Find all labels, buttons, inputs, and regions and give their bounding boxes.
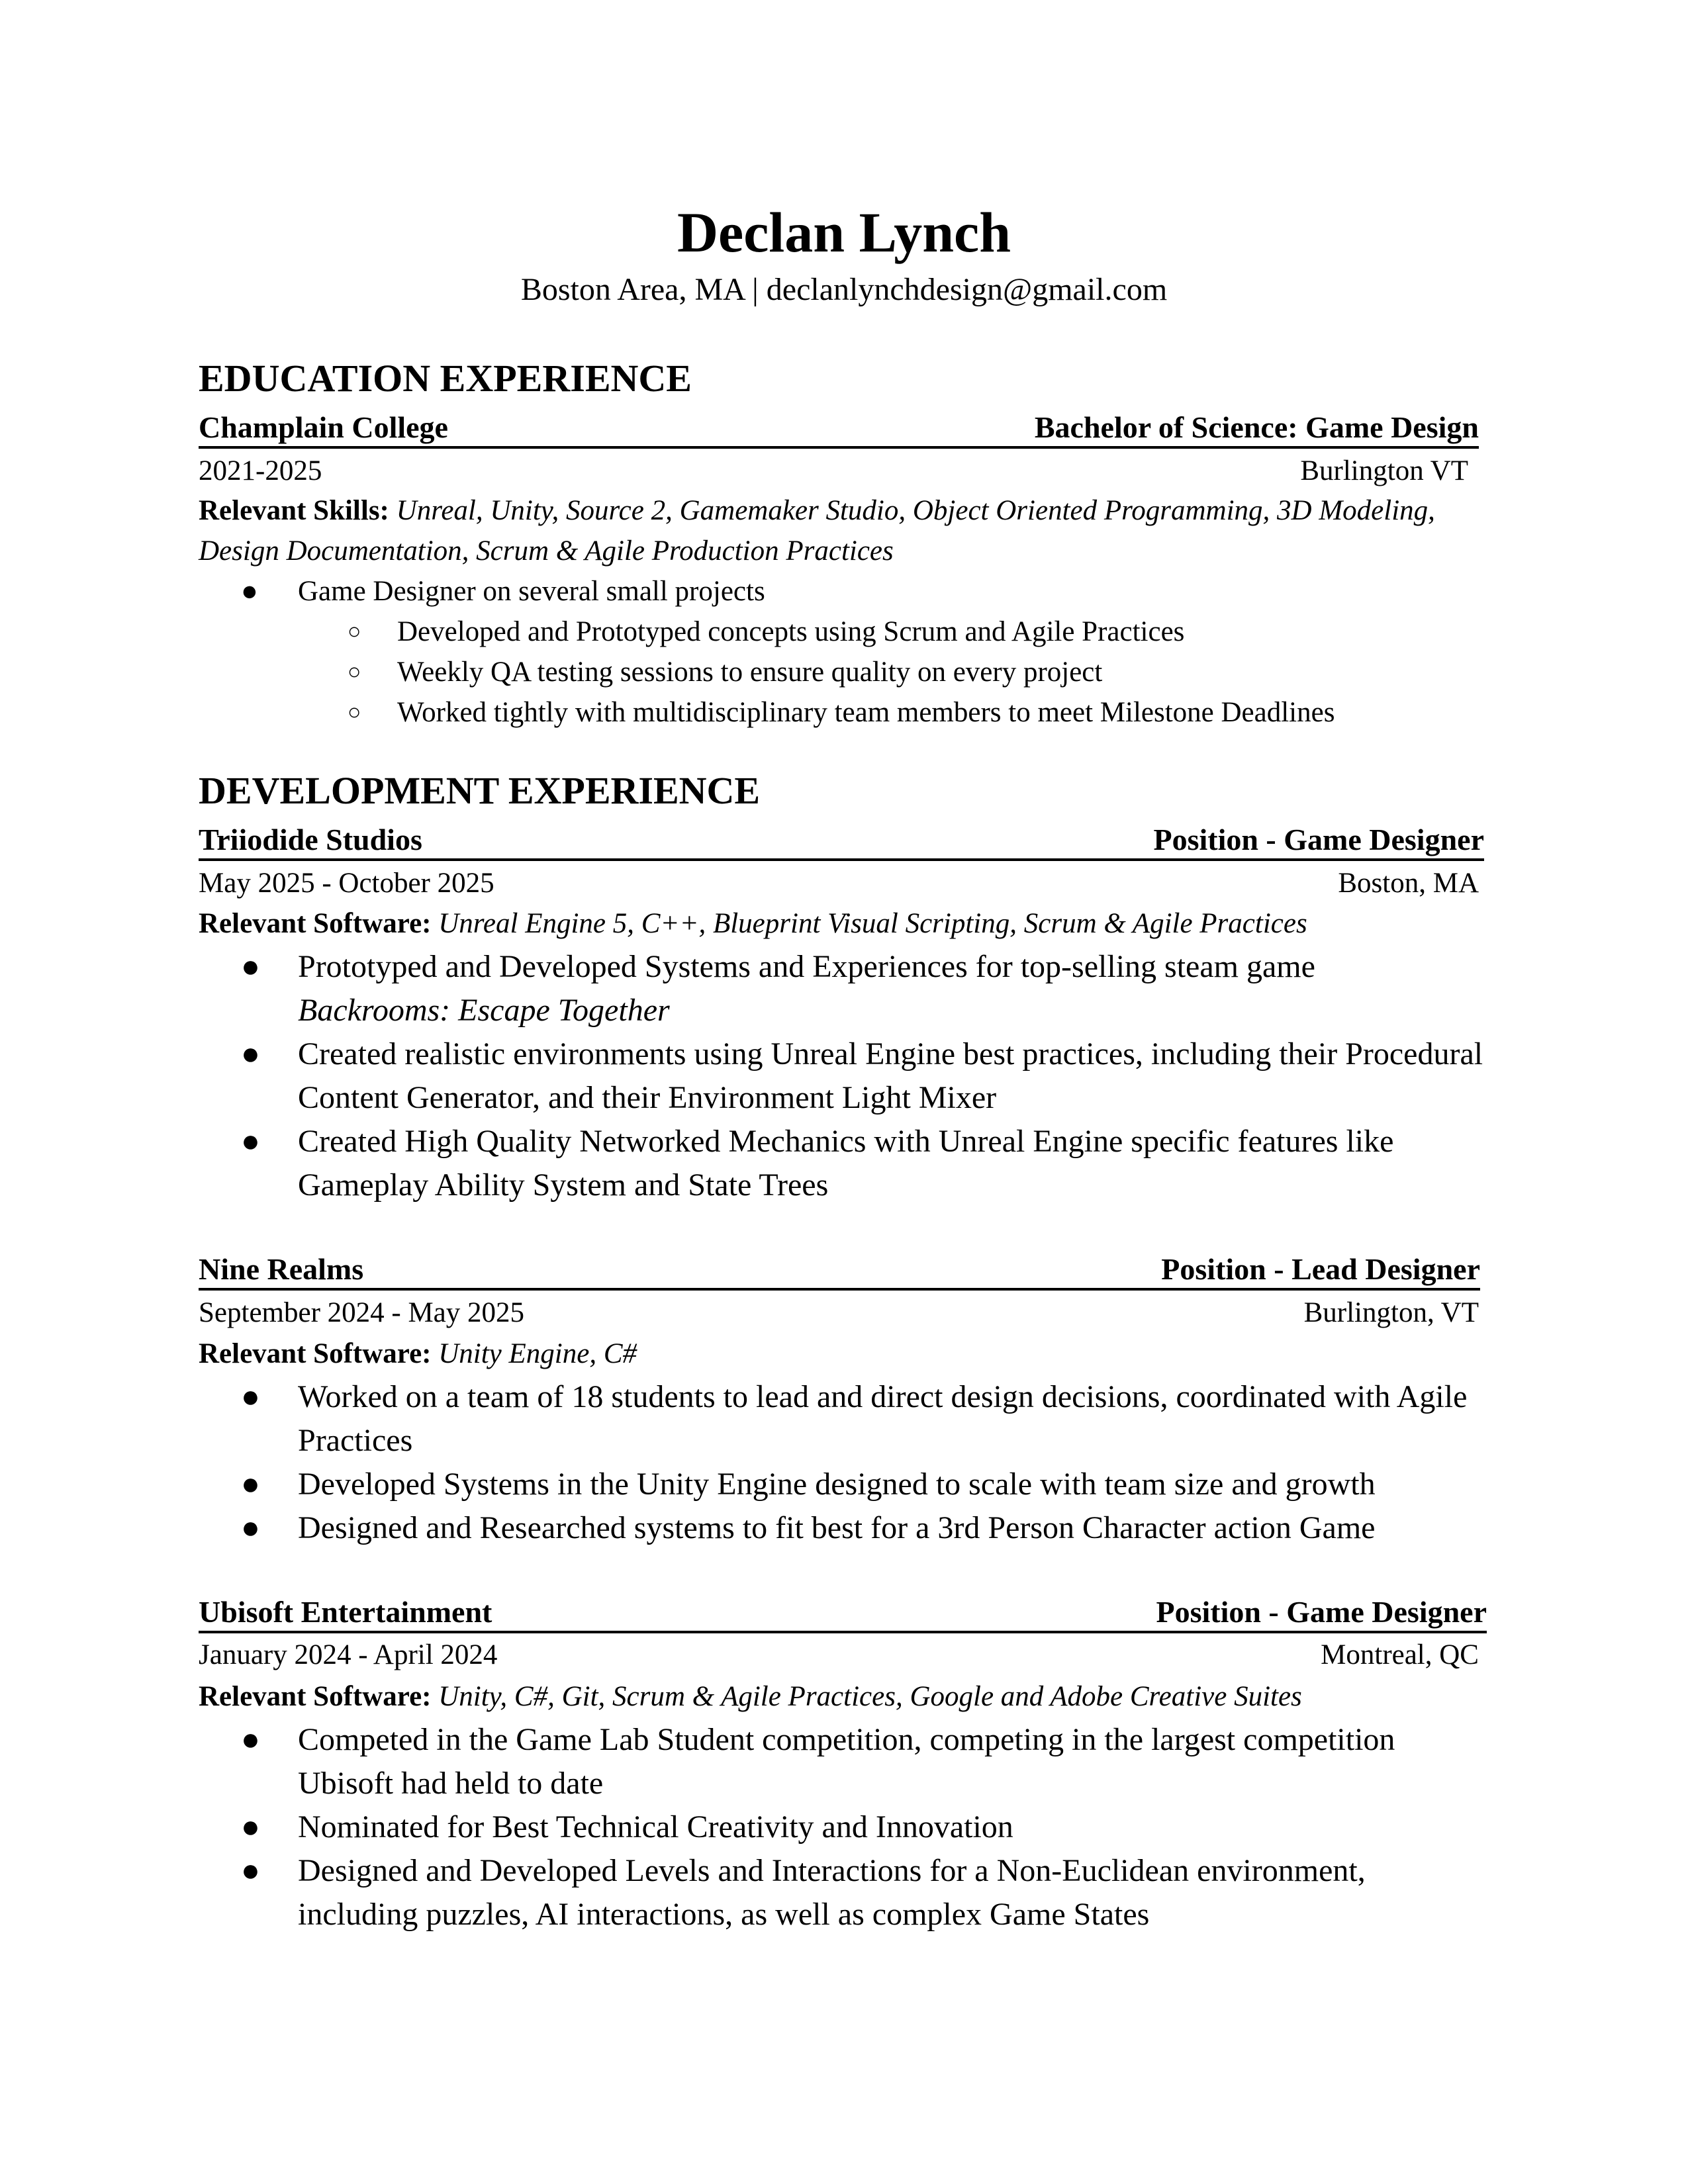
education-bullets [199, 571, 1489, 733]
resume-page [199, 0, 1489, 2184]
list-item: ● Game Designer on several small projects [199, 571, 1489, 612]
degree-name: Bachelor of Science: Game Design [1034, 410, 1479, 444]
software-text: Unity Engine, C# [438, 1338, 637, 1369]
position-title: Position - Game Designer [1153, 823, 1484, 856]
skills-text: Unreal, Unity, Source 2, Gamemaker Studio, Object Oriented Programming, 3D Modeling, Design Documentation, Scrum & Agile Production Practices [199, 495, 1435, 567]
company-name: Ubisoft Entertainment [199, 1595, 492, 1629]
hollow-bullet-icon: ○ [348, 700, 361, 725]
job-software [199, 903, 1489, 944]
software-text: Unreal Engine 5, C++, Blueprint Visual Scripting, Scrum & Agile Practices [438, 908, 1307, 939]
bullet-icon: ● [241, 1853, 260, 1888]
bullet-icon: ● [241, 1124, 260, 1159]
position-title: Position - Lead Designer [1161, 1252, 1480, 1286]
bullet-icon: ● [241, 1722, 260, 1757]
bullet-icon: ● [241, 1379, 260, 1414]
contact-line: Boston Area, MA | declanlynchdesign@gmail.com [520, 272, 1168, 307]
job-dates: September 2024 - May 2025 [199, 1297, 525, 1328]
education-section-title: EDUCATION EXPERIENCE [199, 357, 692, 400]
development-section-title: DEVELOPMENT EXPERIENCE [199, 769, 761, 812]
job-bullets [199, 1718, 1489, 1936]
software-label: Relevant Software: [199, 908, 432, 939]
position-title: Position - Game Designer [1156, 1595, 1487, 1629]
list-item: ● Worked on a team of 18 students to lead and direct design decisions, coordinated with Agile Practices [199, 1375, 1489, 1463]
job-bullets [199, 1375, 1489, 1550]
list-item: ● Prototyped and Developed Systems and Experiences for top-selling steam game Backrooms: Escape Together [199, 945, 1489, 1032]
job-dates: May 2025 - October 2025 [199, 868, 494, 899]
company-name: Triiodide Studios [199, 823, 422, 856]
job-location: Montreal, QC [1321, 1639, 1479, 1670]
software-label: Relevant Software: [199, 1681, 432, 1712]
job-heading-row [199, 1592, 1487, 1633]
bullet-icon: ● [241, 949, 260, 984]
education-location: Burlington VT [1300, 455, 1468, 486]
list-item: ● Developed Systems in the Unity Engine designed to scale with team size and growth [199, 1463, 1489, 1506]
software-text: Unity, C#, Git, Scrum & Agile Practices, Google and Adobe Creative Suites [438, 1681, 1302, 1712]
bullet-icon: ● [241, 576, 258, 607]
list-item: ● Created High Quality Networked Mechanics with Unreal Engine specific features like Gameplay Ability System and State Trees [199, 1120, 1489, 1207]
job-software [199, 1334, 1489, 1374]
list-item: ○ Weekly QA testing sessions to ensure quality on every project [199, 652, 1489, 692]
job-location: Boston, MA [1338, 868, 1479, 899]
list-item: ● Created realistic environments using Unreal Engine best practices, including their Procedural Content Generator, and their Environment Light Mixer [199, 1032, 1489, 1120]
game-title: Backrooms: Escape Together [298, 993, 670, 1028]
job-dates: January 2024 - April 2024 [199, 1639, 498, 1670]
hollow-bullet-icon: ○ [348, 619, 361, 644]
education-heading-row [199, 408, 1479, 449]
bullet-icon: ● [241, 1036, 260, 1071]
list-item: ● Nominated for Best Technical Creativity and Innovation [199, 1805, 1489, 1849]
job-heading-row [199, 1250, 1480, 1291]
list-item: ○ Developed and Prototyped concepts using Scrum and Agile Practices [199, 612, 1489, 652]
job-bullets [199, 945, 1489, 1207]
job-heading-row [199, 820, 1484, 861]
education-dates: 2021-2025 [199, 455, 322, 486]
list-item: ● Designed and Developed Levels and Interactions for a Non-Euclidean environment, including puzzles, AI interactions, as well as complex Game States [199, 1849, 1489, 1936]
skills-label: Relevant Skills: [199, 495, 389, 526]
list-item: ○ Worked tightly with multidisciplinary team members to meet Milestone Deadlines [199, 692, 1489, 733]
job-software [199, 1676, 1489, 1717]
company-name: Nine Realms [199, 1252, 364, 1286]
list-item: ● Designed and Researched systems to fit best for a 3rd Person Character action Game [199, 1506, 1489, 1550]
education-skills [199, 490, 1489, 571]
bullet-icon: ● [241, 1510, 260, 1545]
bullet-icon: ● [241, 1809, 260, 1844]
job-location: Burlington, VT [1303, 1297, 1479, 1328]
candidate-name: Declan Lynch [677, 201, 1011, 264]
list-item: ● Competed in the Game Lab Student competition, competing in the largest competition Ubisoft had held to date [199, 1718, 1489, 1805]
software-label: Relevant Software: [199, 1338, 432, 1369]
hollow-bullet-icon: ○ [348, 660, 361, 684]
school-name: Champlain College [199, 410, 448, 444]
bullet-icon: ● [241, 1467, 260, 1502]
